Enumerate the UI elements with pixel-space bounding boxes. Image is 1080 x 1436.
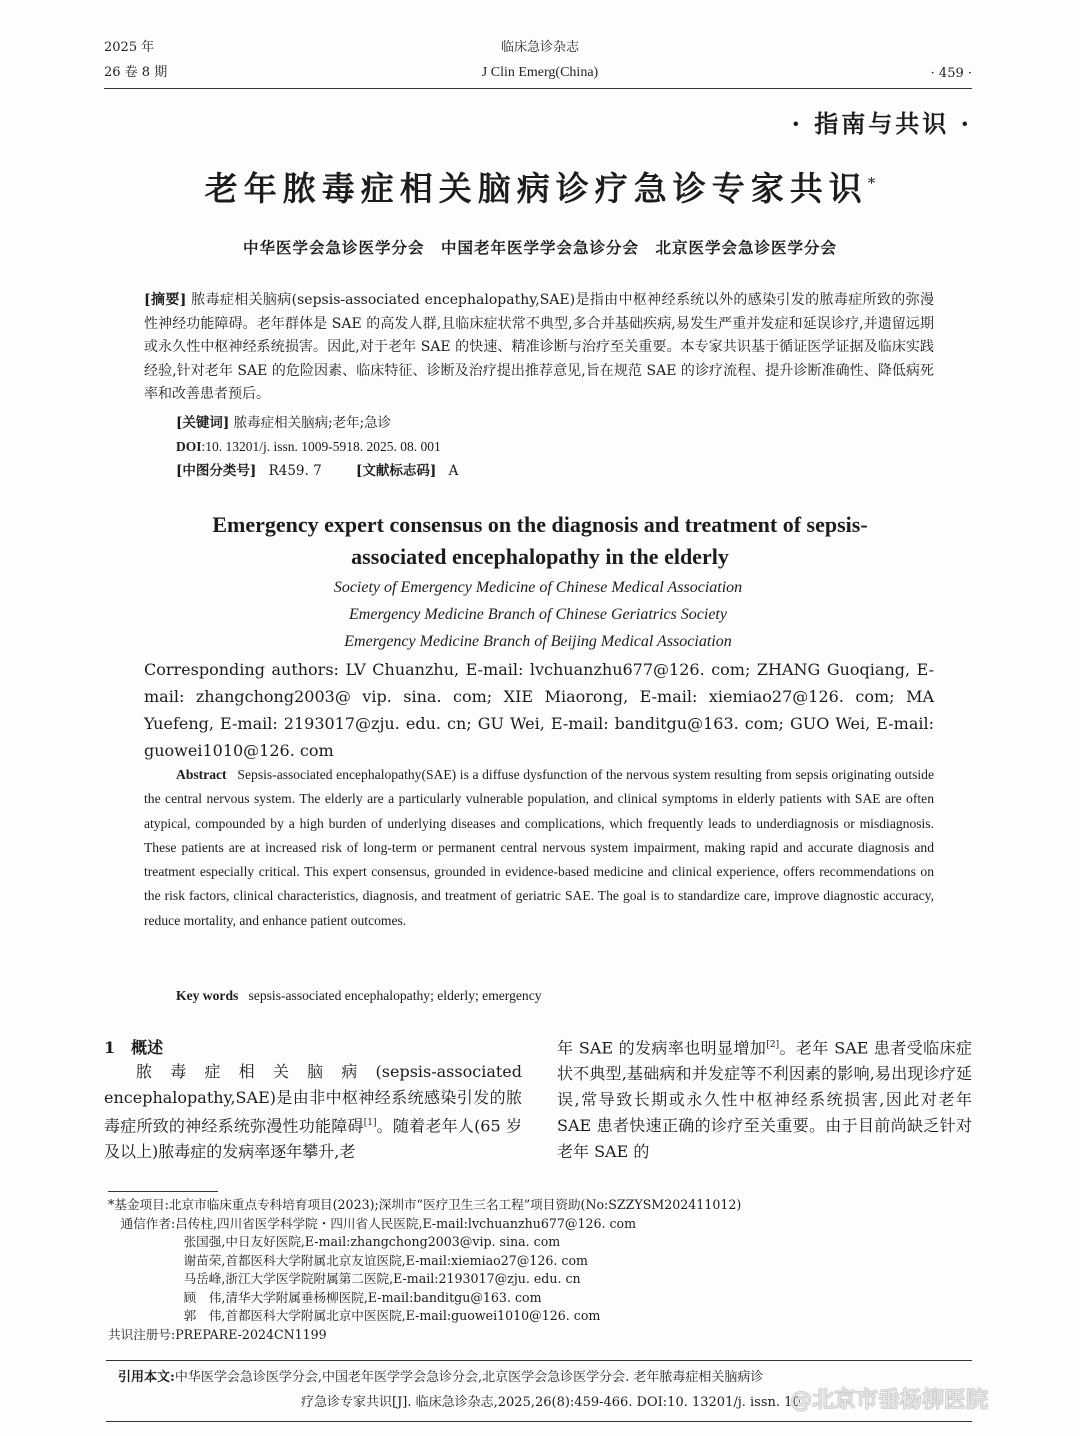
reference-1: [1] [363,1117,377,1128]
abstract-cn-label: [摘要] [144,292,187,308]
citation-line-1 [118,1366,763,1390]
section-1-right-text-a: 年 SAE 的发病率也明显增加 [557,1038,767,1058]
corresponding-authors-en: Corresponding authors: LV Chuanzhu, E-mail: lvchuanzhu677@126. com; ZHANG Guoqiang, E-mail: zhangchong2003@ vip. sina. com; XIE Miaorong, E-mail: xiemiao27@126. com; MA Yuefeng, E-mail: 2193017@zju. edu. cn; GU Wei, E-mail: banditgu@163. com; GUO Wei, E-mail: guowei1010@126. com [144,660,934,760]
abstract-en-label: Abstract [176,767,227,782]
authors-cn: 中华医学会急诊医学分会 中国老年医学学会急诊分会 北京医学会急诊医学分会 [242,238,837,257]
reference-2: [2] [766,1040,780,1050]
running-head-journal-en: J Clin Emerg(China) [481,65,599,80]
section-tag: · 指南与共识 · [791,109,972,138]
footnote-fund: *基金项目:北京市临床重点专科培育项目(2023);深圳市“医疗卫生三名工程”项目资助(No:SZZYSM202411012) [108,1197,742,1212]
clc-label: [中图分类号] [176,463,257,479]
header-rule [104,88,972,89]
org-en-2: Emergency Medicine Branch of Chinese Geriatrics Society [349,606,727,623]
footnote-rule [108,1191,218,1192]
section-1-left-column [104,1059,522,1165]
abstract-cn [144,289,934,407]
keywords-en-text: sepsis-associated encephalopathy; elderly; emergency [248,988,542,1003]
keywords-en-label: Key words [176,988,239,1003]
watermark: @北京市垂杨柳医院 [790,1388,989,1413]
title-cn-text: 老年脓毒症相关脑病诊疗急诊专家共识 [204,169,868,208]
doi-value: :10. 13201/j. issn. 1009-5918. 2025. 08. 001 [201,439,441,454]
clc-value: R459. 7 [268,463,322,479]
doi-label: DOI [176,439,202,454]
footnote-corresponding-1: 通信作者:吕传柱,四川省医学科学院・四川省人民医院,E-mail:lvchuanzhu677@126. com [108,1215,637,1231]
abstract-en-text: Sepsis-associated encephalopathy(SAE) is a diffuse dysfunction of the nervous system resulting from sepsis originating outside the central nervous system. The elderly are a particularly vulnerable population, and clinical symptoms in elderly patients with SAE are often atypical, compounded by a high burden of underlying diseases and complications, which frequently leads to underdiagnosis or misdiagnosis. These patients are at increased risk of long-term or permanent central nervous system impairment, making rapid and accurate diagnosis and treatment especially critical. This expert consensus, grounded in evidence-based medicine and clinical experience, offers recommendations on the risk factors, clinical characteristics, diagnosis, and treatment of geriatric SAE. The goal is to standardize care, improve diagnostic accuracy, reduce mortality, and enhance patient outcomes. [144,767,934,928]
footnote-corresponding-2: 张国强,中日友好医院,E-mail:zhangchong2003@vip. sina. com [108,1234,561,1249]
doc-code-value: A [448,463,459,479]
running-head-year: 2025 年 [104,40,155,55]
section-1-left-text-b: 。随着老年人(65 岁及以上)脓毒症的发病率逐年攀升,老 [104,1115,522,1161]
footnote-corresponding-4: 马岳峰,浙江大学医学院附属第二医院,E-mail:2193017@zju. edu. cn [108,1271,581,1286]
keywords-en [176,985,542,1007]
keywords-cn-text: 脓毒症相关脑病;老年;急诊 [233,415,392,431]
doi-line [176,436,441,458]
citation-text-1: 中华医学会急诊医学分会,中国老年医学学会急诊分会,北京医学会急诊医学分会. 老年脓毒症相关脑病诊 [174,1370,764,1385]
org-en-3: Emergency Medicine Branch of Beijing Medical Association [344,633,732,650]
title-fund-mark: * [867,174,876,192]
citation-line-2: 疗急诊专家共识[J]. 临床急诊杂志,2025,26(8):459-466. DOI:10. 13201/j. issn. 10 [301,1395,801,1410]
footnote-corresponding-3: 谢苗荣,首都医科大学附属北京友谊医院,E-mail:xiemiao27@126. com [108,1252,588,1268]
keywords-cn [176,412,391,434]
footnotes [108,1196,741,1344]
footnote-corresponding-6: 郭 伟,首都医科大学附属北京中医医院,E-mail:guowei1010@126. com [108,1308,601,1323]
citation-label: 引用本文: [118,1370,175,1385]
org-en-1: Society of Emergency Medicine of Chinese Medical Association [333,579,743,596]
running-head-page-number: · 459 · [930,66,972,81]
keywords-cn-label: [关键词] [176,415,230,431]
section-1-left-text-a: 脓毒症相关脑病(sepsis-associated encephalopathy,SAE)是由非中枢神经系统感染引发的脓毒症所致的神经系统弥漫性功能障碍 [104,1062,522,1135]
footnote-corresponding-5: 顾 伟,清华大学附属垂杨柳医院,E-mail:banditgu@163. com [108,1289,542,1305]
doc-code-label: [文献标志码] [355,463,437,479]
section-1-heading: 1 概述 [104,1038,164,1057]
title-cn [0,163,1080,210]
abstract-en [144,763,934,933]
classification-line [176,460,458,482]
section-1-right-text-b: 。老年 SAE 患者受临床症状不典型,基础病和并发症等不利因素的影响,易出现诊疗延误,常导致长期或永久性中枢神经系统损害,因此对老年 SAE 患者快速正确的诊疗至关重要。由于目前尚缺乏针对老年 SAE 的 [557,1038,972,1161]
running-head-volume-issue: 26 卷 8 期 [104,65,168,80]
footnote-registration: 共识注册号:PREPARE-2024CN1199 [108,1326,327,1342]
running-head-journal-cn: 临床急诊杂志 [500,40,579,55]
title-en: Emergency expert consensus on the diagnosis and treatment of sepsis-associated encephalopathy in the elderly [212,512,868,569]
abstract-cn-text: 脓毒症相关脑病(sepsis-associated encephalopathy,SAE)是指由中枢神经系统以外的感染引发的脓毒症所致的弥漫性神经功能障碍。老年群体是 SAE 的高发人群,且临床症状常不典型,多合并基础疾病,易发生严重并发症和延误诊疗,并遗留远期或永久性中枢神经系统损害。因此,对于老年 SAE 的快速、精准诊断与治疗至关重要。本专家共识基于循证医学证据及临床实践经验,针对老年 SAE 的危险因素、临床特征、诊断及治疗提出推荐意见,旨在规范 SAE 的诊疗流程、提升诊断准确性、降低病死率和改善患者预后。 [144,292,934,403]
section-1-right-column [557,1033,972,1164]
